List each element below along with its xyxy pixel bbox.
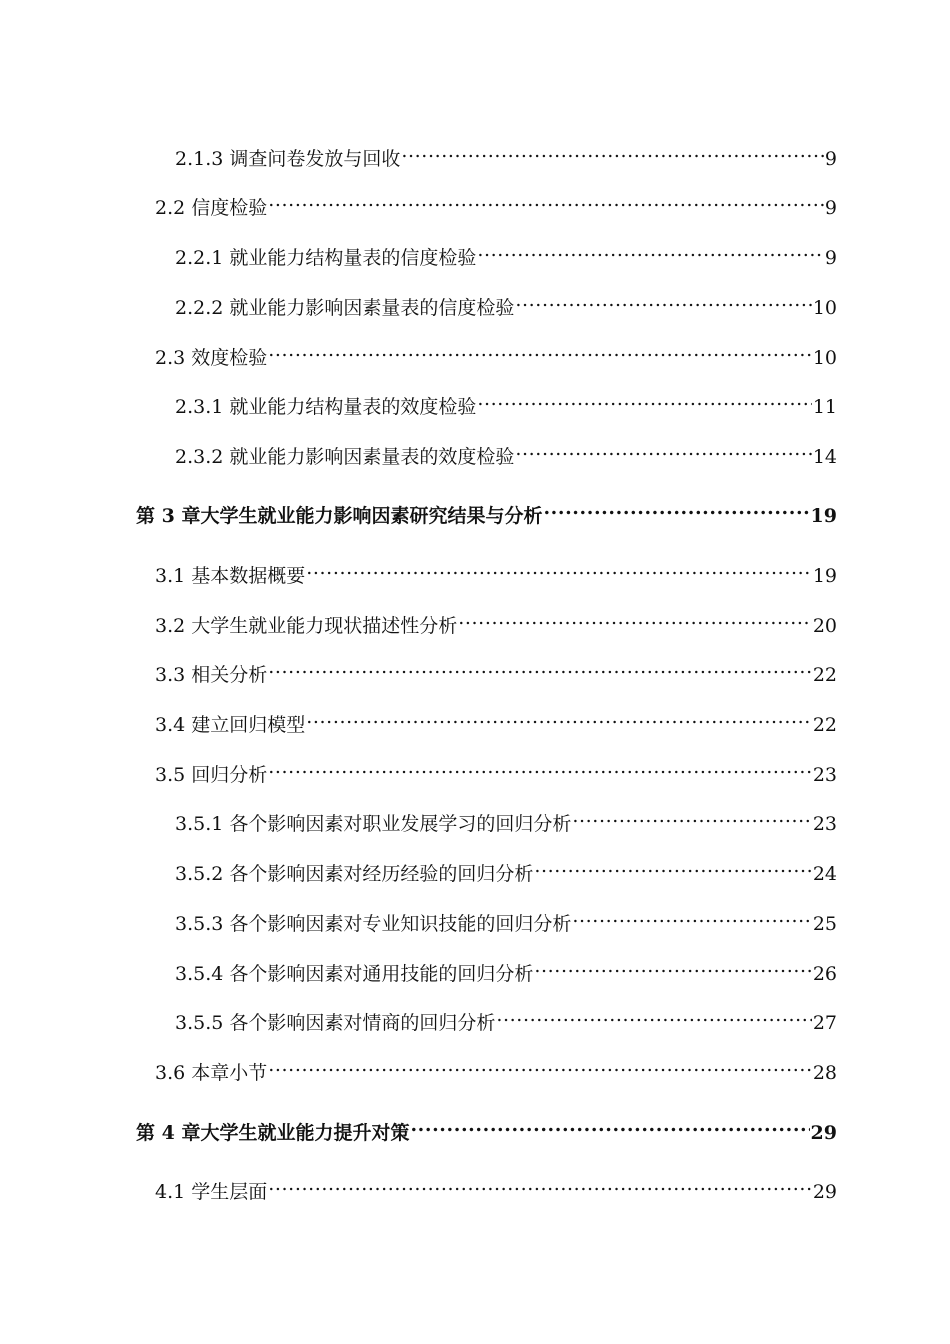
dot-leader [268,338,812,364]
toc-entry-chapter-4[interactable] [136,1113,837,1146]
toc-entry-page: 27 [812,1012,837,1034]
toc-entry-page: 29 [812,1181,837,1203]
toc-entry-title: 3.5.1 各个影响因素对职业发展学习的回归分析 [175,813,572,835]
toc-entry-title: 第 3 章大学生就业能力影响因素研究结果与分析 [136,505,543,527]
toc-entry-3-5[interactable] [155,755,837,788]
toc-entry-page: 29 [810,1122,837,1144]
toc-entry-title: 3.5 回归分析 [155,764,268,786]
toc-entry-3-3[interactable] [155,655,837,688]
toc-entry-3-5-3[interactable] [175,904,837,937]
dot-leader [268,655,812,681]
toc-entry-3-5-4[interactable] [175,954,837,987]
toc-entry-page: 23 [812,813,837,835]
dot-leader [268,1172,812,1198]
toc-entry-page: 26 [812,963,837,985]
dot-leader [306,705,812,731]
toc-entry-title: 3.5.2 各个影响因素对经历经验的回归分析 [175,863,534,885]
toc-entry-title: 3.5.4 各个影响因素对通用技能的回归分析 [175,963,534,985]
dot-leader [268,755,812,781]
toc-entry-2-3-2[interactable] [175,437,837,470]
dot-leader [401,139,824,165]
dot-leader [515,437,811,463]
toc-entry-page: 19 [810,505,837,527]
toc-entry-page: 10 [812,297,837,319]
toc-entry-3-5-1[interactable] [175,804,837,837]
toc-entry-title: 2.3.2 就业能力影响因素量表的效度检验 [175,446,515,468]
toc-entry-title: 第 4 章大学生就业能力提升对策 [136,1122,410,1144]
toc-entry-title: 3.5.3 各个影响因素对专业知识技能的回归分析 [175,913,572,935]
toc-entry-page: 11 [812,396,837,418]
dot-leader [477,387,811,413]
toc-entry-page: 22 [812,664,837,686]
dot-leader [543,496,809,522]
toc-entry-title: 2.2.2 就业能力影响因素量表的信度检验 [175,297,515,319]
toc-entry-chapter-3[interactable] [136,496,837,529]
toc-entry-page: 9 [824,247,837,269]
toc-entry-3-2[interactable] [155,606,837,639]
toc-entry-title: 2.2 信度检验 [155,197,268,219]
dot-leader [477,238,824,264]
dot-leader [496,1003,811,1029]
toc-entry-2-1-3[interactable] [175,139,837,172]
toc-entry-title: 3.1 基本数据概要 [155,565,306,587]
toc-entry-3-6[interactable] [155,1053,837,1086]
toc-entry-page: 9 [824,197,837,219]
toc-entry-title: 3.2 大学生就业能力现状描述性分析 [155,615,458,637]
toc-entry-2-2-2[interactable] [175,288,837,321]
dot-leader [268,1053,812,1079]
toc-entry-page: 14 [812,446,837,468]
toc-entry-2-2-1[interactable] [175,238,837,271]
toc-entry-page: 24 [812,863,837,885]
toc-entry-2-3-1[interactable] [175,387,837,420]
dot-leader [534,854,811,880]
dot-leader [458,606,812,632]
toc-entry-page: 23 [812,764,837,786]
dot-leader [306,556,812,582]
toc-entry-3-1[interactable] [155,556,837,589]
toc-entry-title: 2.3.1 就业能力结构量表的效度检验 [175,396,477,418]
toc-entry-title: 2.1.3 调查问卷发放与回收 [175,148,401,170]
toc-entry-3-5-2[interactable] [175,854,837,887]
toc-entry-title: 3.5.5 各个影响因素对情商的回归分析 [175,1012,496,1034]
dot-leader [572,904,811,930]
toc-entry-page: 19 [812,565,837,587]
dot-leader [515,288,811,314]
dot-leader [572,804,811,830]
toc-entry-title: 2.2.1 就业能力结构量表的信度检验 [175,247,477,269]
toc-entry-title: 3.6 本章小节 [155,1062,268,1084]
toc-entry-page: 10 [812,347,837,369]
toc-entry-2-3[interactable] [155,338,837,371]
toc-entry-title: 4.1 学生层面 [155,1181,268,1203]
toc-entry-page: 25 [812,913,837,935]
toc-entry-page: 20 [812,615,837,637]
toc-entry-page: 22 [812,714,837,736]
toc-entry-title: 3.4 建立回归模型 [155,714,306,736]
toc-entry-page: 9 [824,148,837,170]
toc-entry-4-1[interactable] [155,1172,837,1205]
toc-entry-3-5-5[interactable] [175,1003,837,1036]
toc-entry-page: 28 [812,1062,837,1084]
dot-leader [534,954,811,980]
dot-leader [268,188,824,214]
toc-entry-2-2[interactable] [155,188,837,221]
dot-leader [410,1113,809,1139]
toc-entry-3-4[interactable] [155,705,837,738]
toc-entry-title: 3.3 相关分析 [155,664,268,686]
toc-entry-title: 2.3 效度检验 [155,347,268,369]
